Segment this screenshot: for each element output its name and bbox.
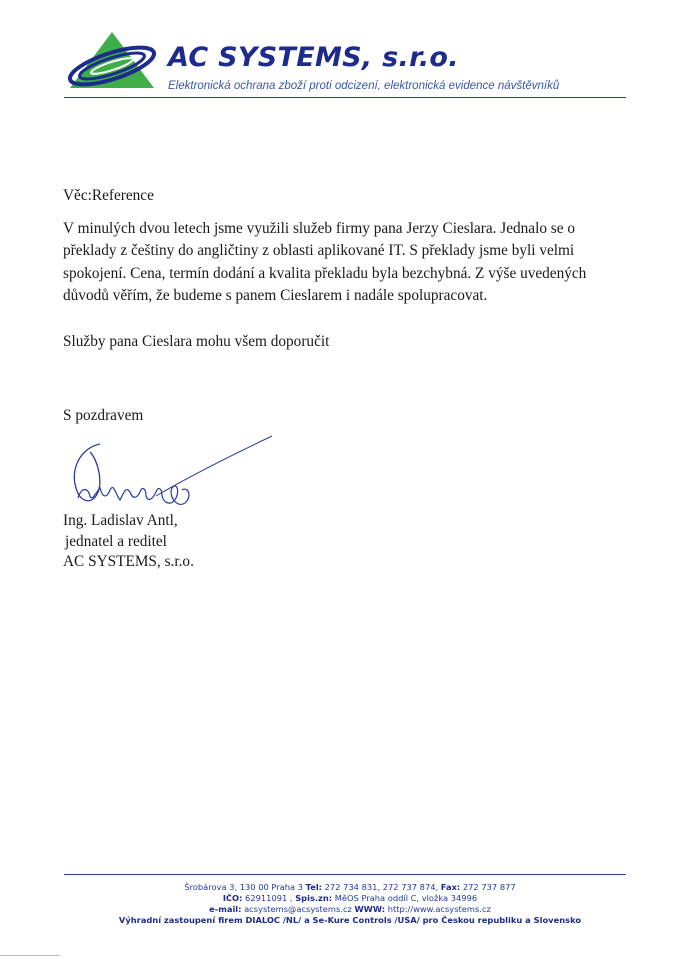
footer-divider	[64, 874, 626, 875]
footer-email-label: e-mail:	[209, 904, 242, 914]
footer-www: http://www.acsystems.cz	[387, 904, 491, 914]
footer-line-address	[0, 882, 700, 893]
signer-name: Ing. Ladislav Antl,	[63, 512, 178, 529]
letter-paragraph	[63, 218, 663, 307]
footer-tel-label: Tel:	[305, 882, 323, 892]
recommendation-line: Služby pana Cieslara mohu všem doporučit	[63, 333, 330, 350]
company-logo-icon	[62, 30, 162, 90]
footer-email: acsystems@acsystems.cz	[244, 904, 352, 914]
footer-ico-label: IČO:	[222, 893, 243, 903]
footer-line-representation	[0, 915, 700, 926]
closing-greeting: S pozdravem	[63, 407, 144, 424]
header-divider	[64, 97, 626, 98]
footer-fax-label: Fax:	[440, 882, 461, 892]
scan-edge-mark	[0, 955, 60, 956]
paragraph-line: V minulých dvou letech jsme využili služeb firmy pana Jerzy Cieslara. Jednalo se o	[63, 220, 576, 237]
signer-role: jednatel a reditel	[65, 532, 167, 550]
footer-www-label: WWW:	[354, 904, 386, 914]
footer-tel: 272 734 831, 272 737 874,	[324, 882, 439, 892]
paragraph-line: spokojení. Cena, termín dodání a kvalita překladu byla bezchybná. Z výše uvedených	[63, 264, 587, 282]
signer-block	[63, 511, 194, 573]
company-name: AC SYSTEMS, s.r.o.	[168, 42, 459, 73]
paragraph-line: důvodů věřím, že budeme s panem Cieslarem i nadále spolupracovat.	[63, 286, 488, 304]
signer-company: AC SYSTEMS, s.r.o.	[63, 553, 194, 570]
paragraph-line: překlady z češtiny do angličtiny z oblasti aplikované IT. S překlady jsme byli velmi	[63, 242, 575, 260]
footer-fax: 272 737 877	[462, 882, 516, 892]
footer-spis-label: Spis.zn:	[295, 893, 333, 903]
footer-line-registration	[0, 893, 700, 904]
footer-contact	[0, 882, 700, 926]
footer-address: Šrobárova 3, 130 00 Praha 3	[184, 882, 304, 892]
footer-representation: Výhradní zastoupení firem DIALOC /NL/ a Se-Kure Controls /USA/ pro Českou republiku a Slovensko	[118, 915, 582, 925]
footer-spis: MěOS Praha oddíl C, vložka 34996	[334, 893, 478, 903]
company-tagline: Elektronická ochrana zboží proti odcizení, elektronická evidence návštěvníků	[168, 80, 560, 92]
footer-line-web	[0, 904, 700, 915]
footer-ico: 62911091 ,	[245, 893, 293, 903]
handwritten-signature	[60, 430, 290, 520]
letter-subject: Věc:Reference	[63, 187, 154, 204]
